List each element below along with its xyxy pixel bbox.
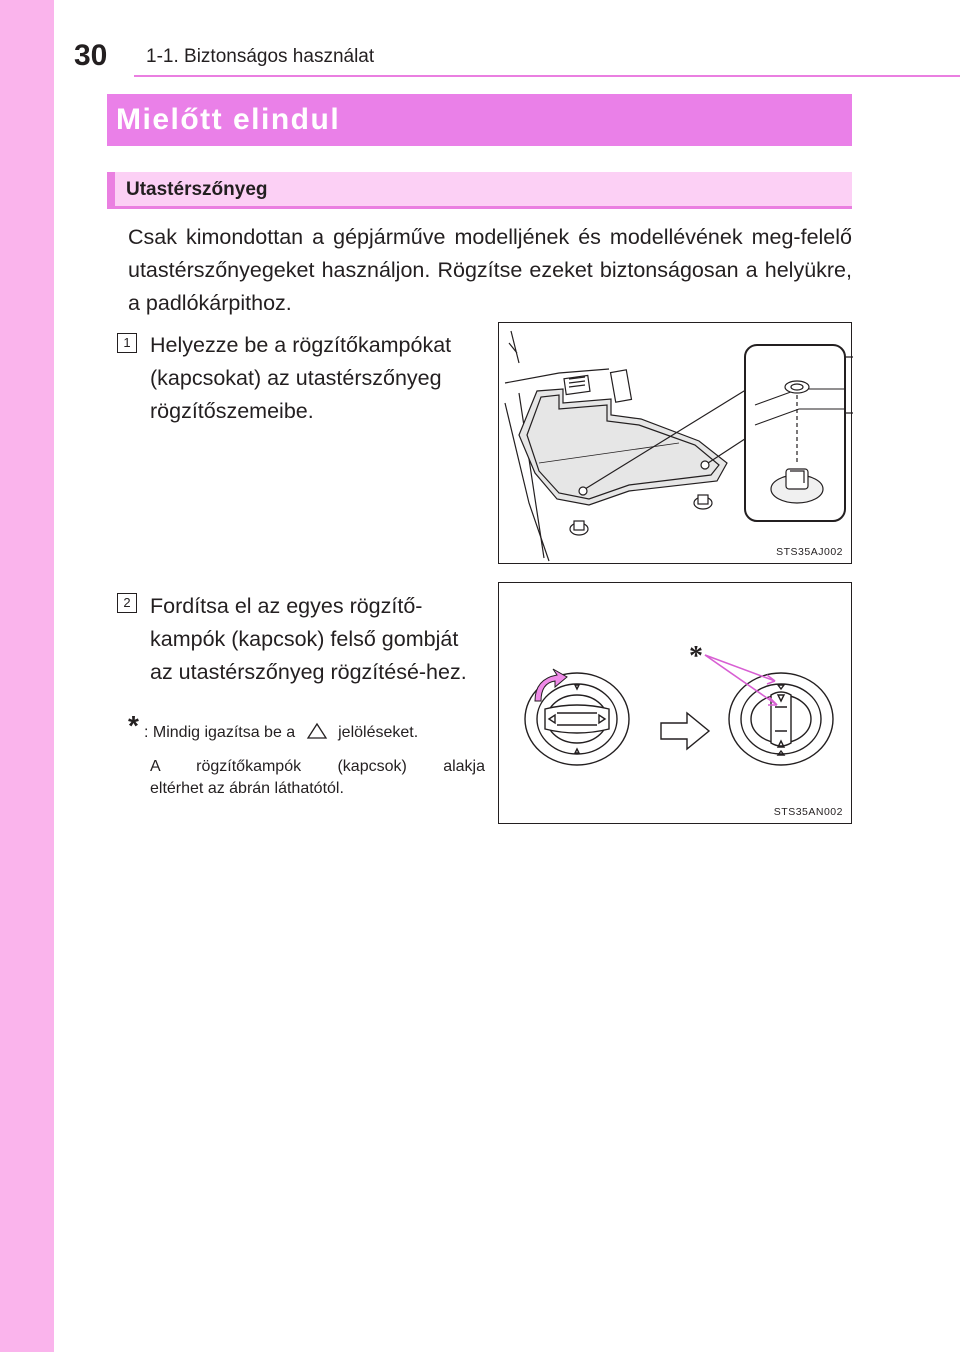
note-text-before: : Mindig igazítsa be a — [144, 724, 296, 741]
header-title: 1-1. Biztonságos használat — [146, 46, 375, 67]
side-color-bar — [0, 0, 54, 1352]
step-1-text: Helyezze be a rögzítőkampókat (kapcsokat) az utastérszőnyeg rögzítőszemeibe. — [150, 333, 452, 423]
knob-rotation-illustration — [499, 583, 853, 825]
note-subtext-line-1: A rögzítőkampók (kapcsok) alakja — [150, 758, 485, 775]
figure-knob-rotation — [498, 582, 852, 824]
intro-paragraph: Csak kimondottan a gépjárműve modelljének és modellévének meg-felelő utastérszőnyegeket használjon. Rögzítse ezeket biztonságosan a helyükre, a padlókárpithoz. — [128, 225, 852, 315]
step-2-number: 2 — [117, 593, 137, 613]
subsection-accent — [107, 172, 115, 208]
figure-2-code: STS35AN002 — [773, 806, 843, 818]
triangle-mark-icon — [306, 722, 328, 740]
subsection-rule — [107, 206, 852, 209]
note-asterisk: * — [128, 710, 139, 741]
note-subtext — [150, 756, 485, 800]
subsection-title: Utastérszőnyeg — [126, 179, 268, 200]
floor-mat-illustration — [499, 323, 853, 565]
header-rule — [134, 75, 960, 77]
section-title: Mielőtt elindul — [116, 103, 341, 136]
step-1-number: 1 — [117, 333, 137, 353]
figure-2-asterisk: * — [689, 641, 703, 672]
page-number: 30 — [74, 39, 108, 72]
note-subtext-line-2: eltérhet az ábrán láthatótól. — [150, 780, 344, 797]
figure-floor-mat — [498, 322, 852, 564]
note-text — [144, 722, 418, 744]
figure-1-code: STS35AJ002 — [776, 546, 843, 558]
note-text-after: jelöléseket. — [338, 724, 419, 741]
step-2-text: Fordítsa el az egyes rögzítő-kampók (kapcsok) felső gombját az utastérszőnyeg rögzítésé-hez. — [150, 594, 467, 684]
